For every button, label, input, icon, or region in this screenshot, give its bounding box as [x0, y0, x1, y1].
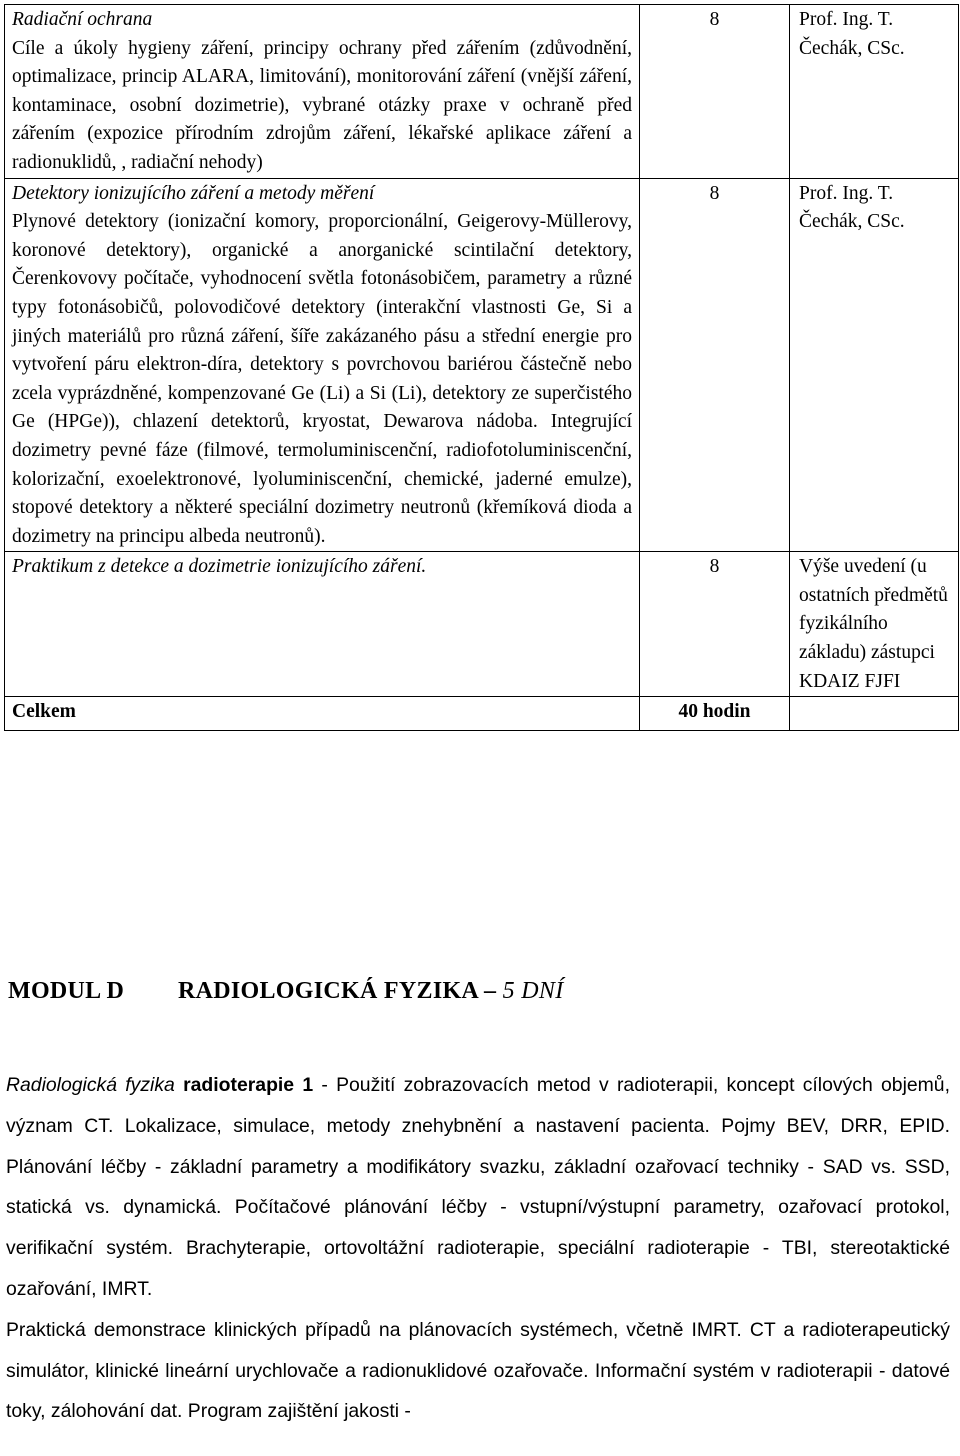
- table-row: [5, 5, 959, 179]
- module-heading: [8, 978, 564, 1005]
- paragraph: Praktická demonstrace klinických případů na plánovacích systémech, včetně IMRT. CT a radioterapeutický simulátor, klinické lineární urychlovače a radionuklidové ozařovače. Informační systém v radioterapii - datové toky, zálohování dat. Program zajištění jakosti -: [6, 1318, 950, 1423]
- hours-cell: 8: [640, 552, 790, 697]
- module-title: [178, 978, 564, 1005]
- course-description: Cíle a úkoly hygieny záření, principy ochrany před zářením (zdůvodnění, optimalizace, princip ALARA, limitování), monitorování záření (vnější záření, kontaminace, osobní dozimetrie), vybrané otázky praxe v ochraně před zářením (expozice přírodním zdrojům záření, lékařské aplikace záření a radionuklidů, , radiační nehody): [12, 37, 632, 173]
- table-row: [5, 178, 959, 552]
- course-cell: [5, 5, 640, 179]
- table-row: [5, 552, 959, 697]
- hours-cell: 8: [640, 5, 790, 179]
- table-row-total: [5, 697, 959, 731]
- syllabus-table: [4, 4, 959, 731]
- hours-cell: 8: [640, 178, 790, 552]
- lecturer-cell: Prof. Ing. T. Čechák, CSc.: [790, 178, 959, 552]
- course-title: Radiační ochrana: [12, 9, 153, 30]
- lecturer-cell: Prof. Ing. T. Čechák, CSc.: [790, 5, 959, 179]
- course-cell: [5, 552, 640, 697]
- radioterapie-section: [6, 1065, 950, 1432]
- intro-bold: radioterapie 1: [183, 1074, 314, 1096]
- course-cell: [5, 178, 640, 552]
- lecturer-cell: Výše uvedení (u ostatních předmětů fyzikálního základu) zástupci KDAIZ FJFI: [790, 552, 959, 697]
- total-empty-cell: [790, 697, 959, 731]
- module-code: MODUL D: [8, 978, 125, 1004]
- total-hours: 40 hodin: [640, 697, 790, 731]
- course-description: Plynové detektory (ionizační komory, proporcionální, Geigerovy-Müllerovy, koronové detektory), organické a anorganické scintilační detektory, Čerenkovovy počítače, vyhodnocení světla fotonásobičem, parametry a různé typy fotonásobičů, polovodičové detektory (interakční vlastnosti Ge, Si a jiných materiálů pro různá záření, šíře zakázaného pásu a střední energie pro vytvoření páru elektron-díra, detektory s povrchovou bariérou částečně nebo zcela vyprázdněné, kompenzované Ge (Li) a Si (Li), detektory ze superčistého Ge (HPGe)), chlazení detektorů, kryostat, Dewarova nádoba.: [12, 211, 632, 433]
- paragraph-text: - Použití zobrazovacích metod v radioterapii, koncept cílových objemů, význam CT. Lokalizace, simulace, metody znehybnění a nastavení pacienta. Pojmy BEV, DRR, EPID. Plánování léčby - základní parametry a modifikátory svazku, základní ozařovací techniky - SAD vs. SSD, statická vs. dynamická. Počítačové plánování léčby - vstupní/výstupní parametry, ozařovací protokol, verifikační systém. Brachyterapie, ortovoltážní radioterapie, speciální radioterapie - TBI, stereotaktické ozařování, IMRT.: [6, 1074, 950, 1300]
- course-description-continued: Integrující dozimetry pevné fáze (filmové, termoluminiscenční, radiofotoluminiscenční, kolorizační, exoelektronové, lyoluminiscenční, chemické, jaderné emulze), stopové detektory a některé speciální dozimetry neutronů (křemíková dioda a dozimetry na principu albeda neutronů).: [12, 411, 632, 547]
- course-title: Praktikum z detekce a dozimetrie ionizujícího záření.: [12, 556, 427, 578]
- paragraph: [6, 1065, 950, 1310]
- course-title: Detektory ionizujícího záření a metody měření: [12, 182, 375, 204]
- intro-italic: Radiologická fyzika: [6, 1074, 175, 1096]
- module-days: 5 DNÍ: [502, 978, 564, 1004]
- total-label: Celkem: [5, 697, 640, 731]
- module-title-text: RADIOLOGICKÁ FYZIKA –: [178, 978, 497, 1004]
